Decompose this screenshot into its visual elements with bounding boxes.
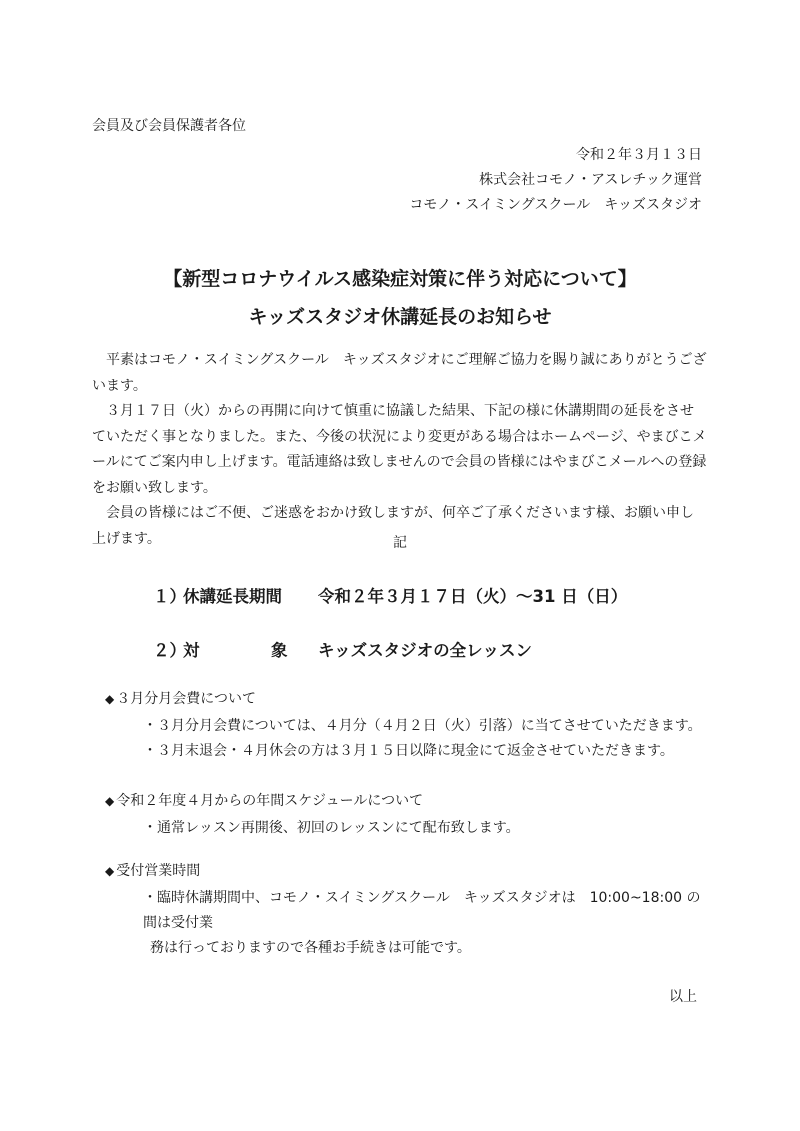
document-title-line1: 【新型コロナウイルス感染症対策に伴う対応について】 <box>163 268 637 290</box>
issue-date: 令和２年３月１３日 <box>576 147 702 163</box>
diamond-icon: ◆ <box>105 692 115 706</box>
item-label: 休講延長期間 <box>183 587 282 606</box>
section-heading-monthly-fee <box>105 688 256 708</box>
ki-heading: 記 <box>393 535 407 551</box>
body-paragraph-1: 平素はコモノ・スイミングスクール キッズスタジオにご理解ご協力を賜り誠にありがとうございます。 <box>92 352 707 394</box>
item-target <box>153 637 532 661</box>
bullet-item: ・３月分月会費については、４月分（４月２日（火）引落）に当てさせていただきます。 <box>143 718 702 734</box>
item-suspension-period <box>153 583 627 607</box>
closing-remark: 以上 <box>669 989 697 1005</box>
section-heading-text: 令和２年度４月からの年間スケジュールについて <box>116 793 424 809</box>
item-number: ２） <box>153 641 186 660</box>
section-heading-annual-schedule <box>105 790 423 810</box>
body-paragraph-3: 会員の皆様にはご不便、ご迷惑をおかけ致しますが、何卒ご了承くださいます様、お願い申し上げます。 <box>92 505 694 547</box>
item-label <box>183 637 318 661</box>
bullet-line: ・臨時休講期間中、コモノ・スイミングスクール キッズスタジオは 10:00~18:00 の間は受付業 <box>143 890 701 931</box>
body-text <box>92 348 707 552</box>
item-label-part-b: 象 <box>271 641 288 660</box>
sender-block <box>409 143 702 218</box>
bullet-item <box>143 886 708 961</box>
item-value: キッズスタジオの全レッスン <box>318 641 533 660</box>
bullet-item: ・通常レッスン再開後、初回のレッスンにて配布致します。 <box>143 820 520 836</box>
company-name: 株式会社コモノ・アスレチック運営 <box>479 172 702 188</box>
item-value: 令和２年３月１７日（火）～31 日（日） <box>318 587 628 606</box>
addressee: 会員及び会員保護者各位 <box>92 118 246 134</box>
document-title-line2: キッズスタジオ休講延長のお知らせ <box>248 306 552 328</box>
section-heading-text: 受付営業時間 <box>116 863 201 879</box>
body-paragraph-2: ３月１７日（火）からの再開に向けて慎重に協議した結果、下記の様に休講期間の延長をさせていただく事となりました。また、今後の状況により変更がある場合はホームページ、やまびこメールにてご案内申し上げます。電話連絡は致しませんので会員の皆様にはやまびこメールへの登録をお願い致します。 <box>92 403 707 496</box>
school-name: コモノ・スイミングスクール キッズスタジオ <box>409 197 702 213</box>
diamond-icon: ◆ <box>105 794 115 808</box>
section-heading-reception-hours <box>105 860 200 880</box>
bullet-item: ・３月末退会・４月休会の方は３月１５日以降に現金にて返金させていただきます。 <box>143 743 674 759</box>
diamond-icon: ◆ <box>105 864 115 878</box>
bullet-line-continued: 務は行っておりますので各種お手続きは可能です。 <box>150 940 471 956</box>
item-number: １） <box>153 587 186 606</box>
item-label-part-a: 対 <box>183 641 200 660</box>
section-heading-text: ３月分月会費について <box>116 691 256 707</box>
